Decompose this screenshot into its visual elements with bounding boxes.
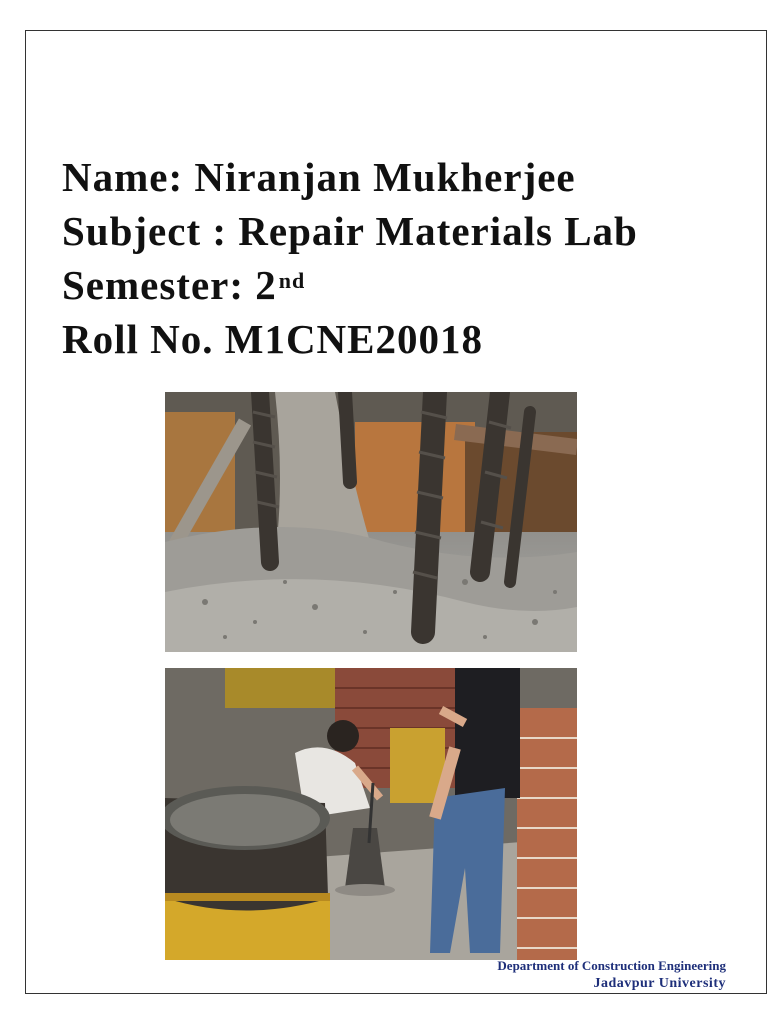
subject-line: Subject : Repair Materials Lab (62, 208, 638, 254)
cover-info-block (62, 150, 638, 366)
semester-ordinal-suffix: nd (278, 268, 306, 293)
concrete-rebar-photo (165, 392, 577, 652)
name-line: Name: Niranjan Mukherjee (62, 154, 576, 200)
university-label: Jadavpur University (593, 976, 726, 991)
semester-text: Semester: 2 (62, 262, 277, 308)
roll-line: Roll No. M1CNE20018 (62, 316, 484, 362)
semester-line (62, 258, 638, 312)
slump-test-photo (165, 668, 577, 960)
department-label: Department of Construction Engineering (497, 958, 726, 973)
